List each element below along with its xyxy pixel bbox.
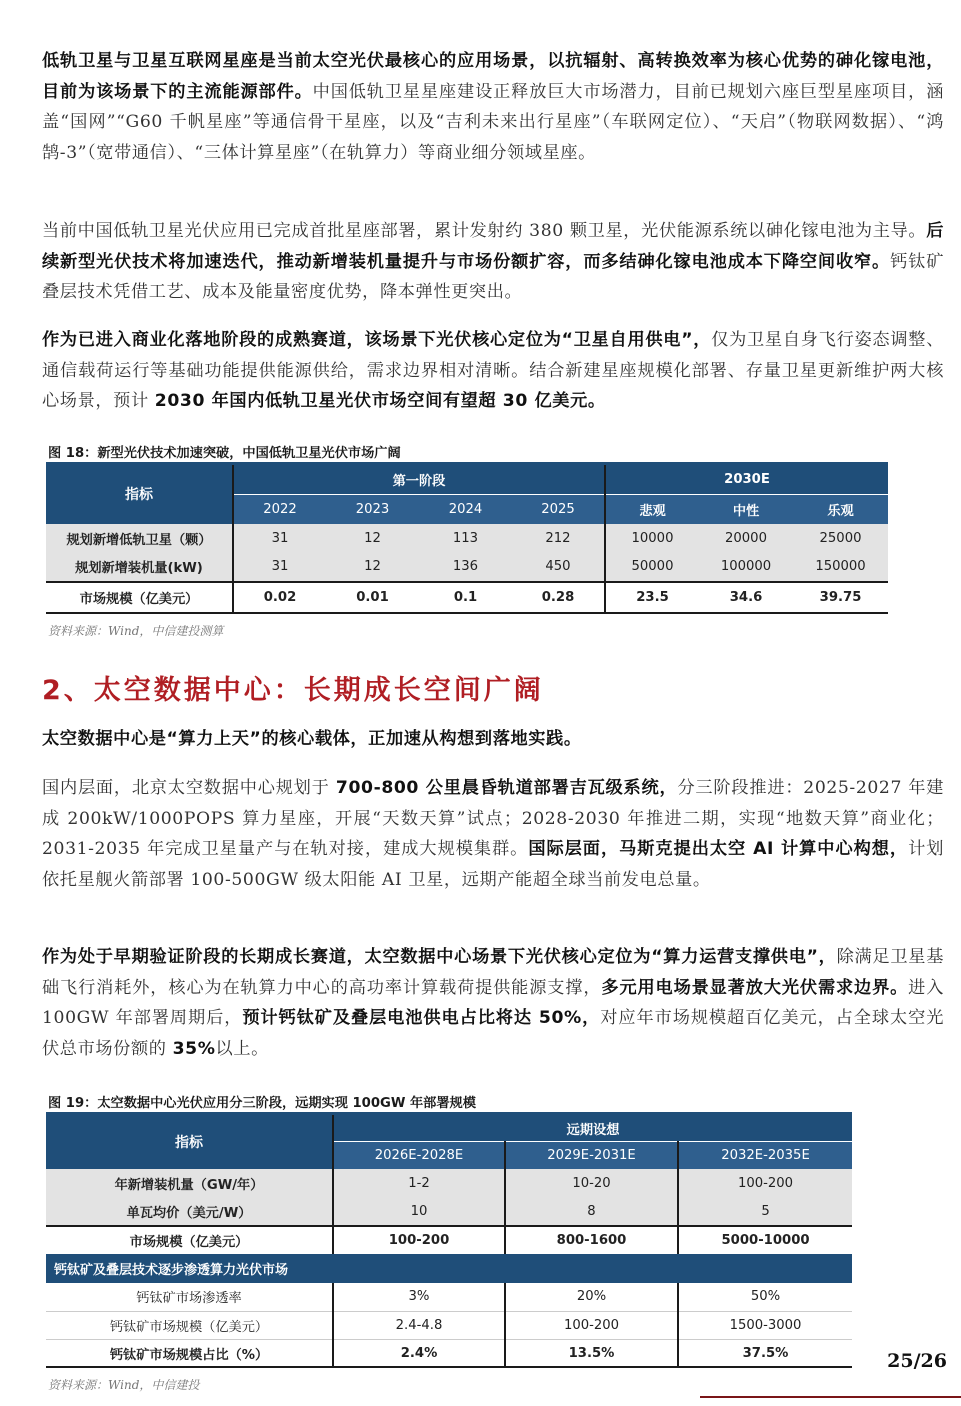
fig18-group-2030e: 2030E (605, 464, 888, 495)
fig18-scenario-0: 悲观 (605, 495, 699, 524)
fig19-section-label: 钙钛矿及叠层技术逐步渗透算力光伏市场 (46, 1254, 852, 1282)
para5-seg4: 计划依托星舰火箭部署 100-500GW 级太阳能 AI 卫星，远期产能超全球当前发电总量。 (42, 839, 945, 890)
fig18-row0-v4: 10000 (605, 524, 699, 553)
paragraph-leo-deployment (42, 216, 944, 308)
fig18-row0-v0: 31 (233, 524, 326, 553)
section-title-space-datacenter: 2、太空数据中心：长期成长空间广阔 (42, 675, 544, 706)
fig19-b1-v2: 1500-3000 (678, 1311, 852, 1339)
fig18-year-3: 2025 (512, 495, 605, 524)
fig19-a0-label: 年新增装机量（GW/年） (46, 1169, 333, 1197)
fig19-b0-v2: 50% (678, 1283, 852, 1311)
fig18-row0-v2: 113 (419, 524, 512, 553)
table-row (46, 1283, 852, 1311)
fig18-row2-v5: 34.6 (699, 582, 793, 613)
table-row (46, 1340, 852, 1367)
fig19-b1-label: 钙钛矿市场规模（亿美元） (46, 1311, 333, 1339)
para5-seg0: 国内层面，北京太空数据中心规划于 (42, 778, 336, 798)
fig19-b2-label: 钙钛矿市场规模占比（%） (46, 1340, 333, 1367)
fig19-a2-v2: 5000-10000 (678, 1226, 852, 1254)
para5-seg3: 国际层面，马斯克提出太空 AI 计算中心构想， (528, 839, 909, 860)
fig18-scenario-1: 中性 (699, 495, 793, 524)
fig18-indicator-header: 指标 (46, 464, 233, 524)
paragraph-mature-track (42, 325, 944, 417)
para6-seg3: 进入 100GW 年部署周期后， (42, 977, 945, 1029)
paragraph-datacenter-intro (42, 724, 944, 755)
para3-seg0: 作为已进入商业化落地阶段的成熟赛道，该场景下光伏核心定位为“卫星自用供电”， (42, 330, 712, 350)
fig19-b2-v0: 2.4% (333, 1340, 505, 1367)
fig18-row1-v3: 450 (512, 553, 605, 582)
fig18-year-1: 2023 (326, 495, 419, 524)
fig19-a1-v2: 5 (678, 1198, 852, 1226)
fig18-row1-v2: 136 (419, 553, 512, 582)
fig19-section-row (46, 1254, 852, 1282)
table-row (46, 1226, 852, 1254)
fig19-indicator-header: 指标 (46, 1114, 333, 1170)
para3-seg2: 2030 年国内低轨卫星光伏市场空间有望超 30 亿美元。 (154, 391, 606, 412)
para5-seg1: 700-800 公里晨昏轨道部署吉瓦级系统， (335, 778, 678, 798)
fig18-row0-v3: 212 (512, 524, 605, 553)
para4-seg0: 太空数据中心是“算力上天”的核心载体，正加速从构想到落地实践。 (42, 729, 582, 749)
fig18-row0-v6: 25000 (793, 524, 888, 553)
para6-seg0: 作为处于早期验证阶段的长期成长赛道，太空数据中心场景下光伏核心定位为“算力运营支撑供电”， (42, 947, 837, 967)
fig19-a2-v0: 100-200 (333, 1226, 505, 1254)
fig19-b2-v2: 37.5% (678, 1340, 852, 1367)
fig18-row2-v4: 23.5 (605, 582, 699, 613)
fig18-row2-v3: 0.28 (512, 582, 605, 613)
fig18-row2-label: 市场规模（亿美元） (46, 582, 233, 613)
fig19-period-2: 2032E-2035E (678, 1142, 852, 1169)
fig19-a2-label: 市场规模（亿美元） (46, 1226, 333, 1254)
fig19-b0-label: 钙钛矿市场渗透率 (46, 1283, 333, 1311)
fig19-a1-v1: 8 (505, 1198, 678, 1226)
table-row (46, 1169, 852, 1197)
fig19-b0-v1: 20% (505, 1283, 678, 1311)
fig19-a1-v0: 10 (333, 1198, 505, 1226)
para2-seg0: 当前中国低轨卫星光伏应用已完成首批星座部署，累计发射约 380 颗卫星，光伏能源系统以砷化镓电池为主导。 (42, 221, 927, 241)
fig18-row1-v1: 12 (326, 553, 419, 582)
fig18-row0-v1: 12 (326, 524, 419, 553)
table-row (46, 1311, 852, 1339)
fig18-scenario-2: 乐观 (793, 495, 888, 524)
fig19-a0-v0: 1-2 (333, 1169, 505, 1197)
fig18-row2-v1: 0.01 (326, 582, 419, 613)
para3-seg1: 仅为卫星自身飞行姿态调整、通信载荷运行等基础功能提供能源供给，需求边界相对清晰。结合新建星座规模化部署、存量卫星更新维护两大核心场景，预计 (42, 330, 944, 412)
fig19-b0-v0: 3% (333, 1283, 505, 1311)
fig19-a2-v1: 800-1600 (505, 1226, 678, 1254)
table-row (46, 582, 888, 613)
paragraph-leo-satellites (42, 46, 944, 168)
table-row (46, 553, 888, 582)
fig18-row1-label: 规划新增装机量(kW) (46, 553, 233, 582)
para6-seg2: 多元用电场景显著放大光伏需求边界。 (601, 977, 909, 998)
para1-seg0: 低轨卫星与卫星互联网星座是当前太空光伏最核心的应用场景，以抗辐射、高转换效率为核心优势的砷化镓电池，目前为该场景下的主流能源部件。 (42, 51, 944, 102)
para6-seg1: 除满足卫星基础飞行消耗外，核心为在轨算力中心的高功率计算载荷提供能源支撑， (42, 947, 944, 998)
fig19-b2-v1: 13.5% (505, 1340, 678, 1367)
para6-seg6: 35% (172, 1038, 216, 1059)
paragraph-domestic-international (42, 773, 944, 895)
table-row (46, 524, 888, 553)
para2-seg2: 钙钛矿叠层技术凭借工艺、成本及能量密度优势，降本弹性更突出。 (42, 251, 944, 303)
figure19-source: 资料来源：Wind，中信建投 (48, 1378, 200, 1392)
fig18-row2-v0: 0.02 (233, 582, 326, 613)
fig19-a0-v1: 10-20 (505, 1169, 678, 1197)
fig18-row1-v0: 31 (233, 553, 326, 582)
footer-rule (700, 1396, 961, 1398)
para5-seg2: 分三阶段推进：2025-2027 年建成 200kW/1000POPS 算力星座，开展“天数天算”试点；2028-2030 年推进二期，实现“地数天算”商业化；2031-2035 年完成卫星量产与在轨对接，建成大规模集群。 (42, 778, 945, 860)
fig19-group-long-term: 远期设想 (333, 1114, 852, 1142)
para6-seg7: 以上。 (215, 1038, 269, 1059)
figure19-caption: 图 19：太空数据中心光伏应用分三阶段，远期实现 100GW 年部署规模 (48, 1096, 476, 1111)
fig18-row1-v5: 100000 (699, 553, 793, 582)
figure18-table (46, 462, 888, 614)
fig18-row2-v6: 39.75 (793, 582, 888, 613)
paragraph-compute-power-supply (42, 942, 944, 1064)
fig19-a1-label: 单瓦均价（美元/W） (46, 1198, 333, 1226)
table-row (46, 1198, 852, 1226)
fig19-period-0: 2026E-2028E (333, 1142, 505, 1169)
fig18-row2-v2: 0.1 (419, 582, 512, 613)
fig18-year-0: 2022 (233, 495, 326, 524)
fig19-a0-v2: 100-200 (678, 1169, 852, 1197)
fig18-row0-label: 规划新增低轨卫星（颗） (46, 524, 233, 553)
para6-seg5: 对应年市场规模超百亿美元，占全球太空光伏总市场份额的 (42, 1008, 944, 1059)
page-number: 25/26 (887, 1350, 947, 1372)
fig18-group-stage1: 第一阶段 (233, 464, 605, 495)
fig18-row1-v6: 150000 (793, 553, 888, 582)
para2-seg1: 后续新型光伏技术将加速迭代，推动新增装机量提升与市场份额扩容，而多结砷化镓电池成本下降空间收窄。 (42, 221, 944, 272)
fig19-period-1: 2029E-2031E (505, 1142, 678, 1169)
fig18-row1-v4: 50000 (605, 553, 699, 582)
para1-seg1: 中国低轨卫星星座建设正释放巨大市场潜力，目前已规划六座巨型星座项目，涵盖“国网”“G60 千帆星座”等通信骨干星座，以及“吉利未来出行星座”（车联网定位）、“天启”（物联网数据）、“鸿鹄-3”（宽带通信）、“三体计算星座”（在轨算力）等商业细分领域星座。 (42, 81, 944, 163)
figure18-source: 资料来源：Wind，中信建投测算 (48, 624, 224, 638)
fig19-b1-v0: 2.4-4.8 (333, 1311, 505, 1339)
fig18-year-2: 2024 (419, 495, 512, 524)
fig19-b1-v1: 100-200 (505, 1311, 678, 1339)
figure18-caption: 图 18：新型光伏技术加速突破，中国低轨卫星光伏市场广阔 (48, 446, 401, 461)
figure19-table (46, 1112, 852, 1368)
para6-seg4: 预计钙钛矿及叠层电池供电占比将达 50%， (242, 1008, 601, 1029)
fig18-row0-v5: 20000 (699, 524, 793, 553)
